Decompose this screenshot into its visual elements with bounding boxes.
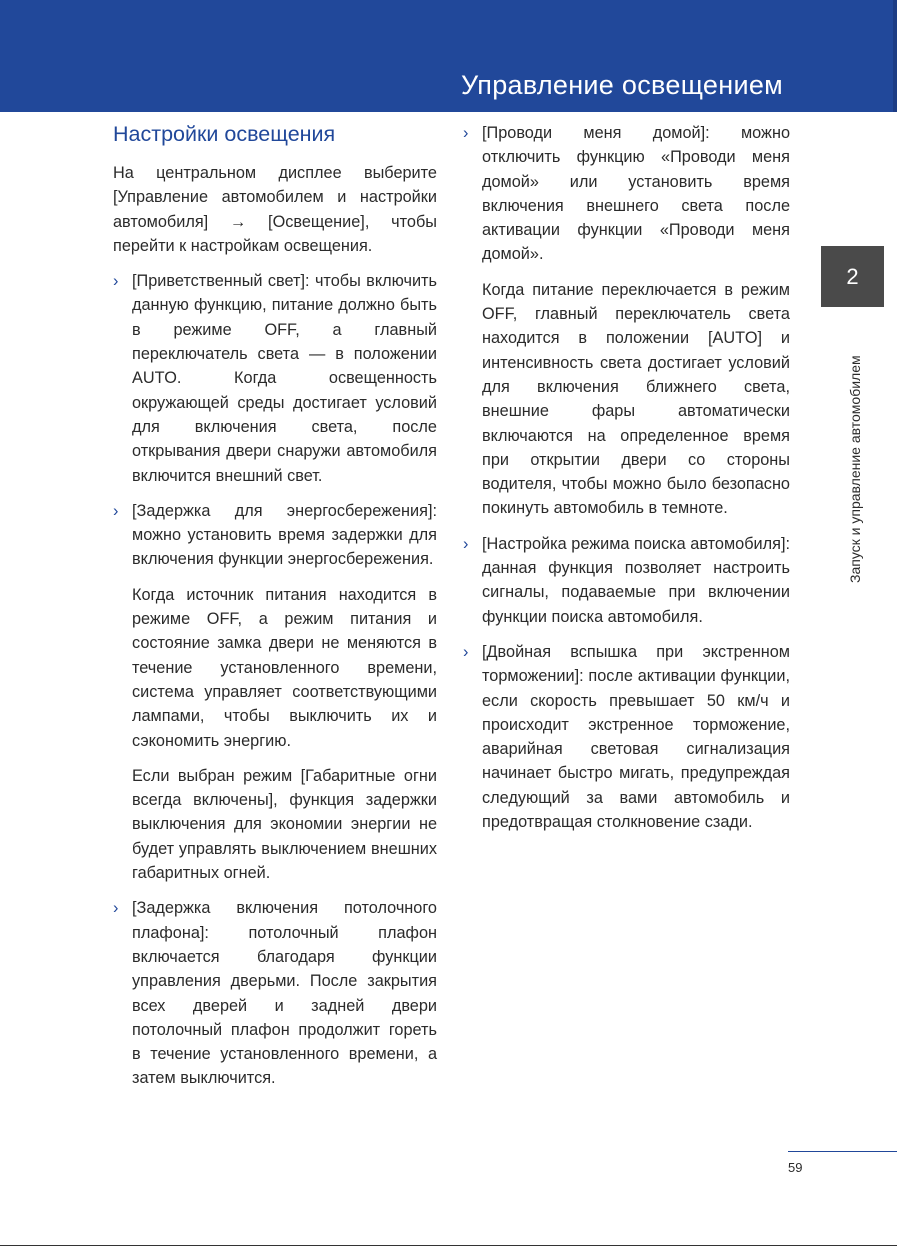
list-item-text: [Настройка режима поиска автомобиля]: данная функция позволяет настроить сигналы, подаваемые при включении функции поиска автомобиля. (482, 534, 790, 626)
list-item-subparagraph: Когда источник питания находится в режиме OFF, а режим питания и состояние замка двери не меняются в течение установленного времени, система управляет соответствующими лампами, чтобы выключить их и сэкономить энергию. (132, 585, 437, 750)
list-item-subparagraph: Если выбран режим [Габаритные огни всегда включены], функция задержки выключения для экономии энергии не будет управлять выключением внешних габаритных огней. (132, 766, 437, 883)
list-item (463, 121, 790, 521)
bottom-border (0, 1245, 897, 1246)
list-item-text: [Двойная вспышка при экстренном торможении]: после активации функции, если скорость превышает 50 км/ч и происходит экстренное торможение, аварийная световая сигнализация начинает быстро мигать, предупреждая следующий за вами автомобиль и предотвращая столкновение сзади. (482, 642, 790, 832)
page-header-title: Управление освещением (461, 70, 783, 100)
list-item-text: [Задержка включения потолочного плафона]: потолочный плафон включается благодаря функции управления дверьми. После закрытия всех дверей и задней двери потолочный плафон продолжит гореть в течение установленного времени, а затем выключится. (132, 899, 437, 1088)
list-item (113, 896, 437, 1090)
intro-paragraph: На центральном дисплее выберите [Управление автомобилем и настройки автомобиля] → [Освещение], чтобы перейти к настройкам освещения. (113, 164, 437, 255)
list-item (113, 269, 437, 488)
left-column (113, 121, 437, 1102)
chevron-right-icon: › (113, 899, 119, 918)
header-accent-bar (893, 0, 897, 112)
list-item (463, 532, 790, 629)
chevron-right-icon: › (113, 272, 119, 291)
footer-divider (788, 1151, 897, 1152)
chapter-title-vertical: Запуск и управление автомобилем (847, 355, 863, 583)
list-item-text: [Задержка для энергосбережения]: можно установить время задержки для включения функции энергосбережения. (132, 501, 437, 569)
list-item-text: [Проводи меня домой]: можно отключить функцию «Проводи меня домой» или установить время включения внешнего света после активации функции «Проводи меня домой». (482, 124, 790, 264)
section-heading: Настройки освещения (113, 122, 336, 146)
page-header (0, 0, 893, 112)
list-item-text: [Приветственный свет]: чтобы включить данную функцию, питание должно быть в режиме OFF, а главный переключатель света — в положении AUTO. Когда освещенность окружающей среды достигает условий для включения света, после открывания двери снаружи автомобиля включится внешний свет. (132, 272, 437, 485)
list-item (463, 640, 790, 834)
chevron-right-icon: › (463, 124, 469, 142)
chevron-right-icon: › (113, 501, 119, 520)
chapter-number-tab: 2 (821, 246, 884, 307)
chevron-right-icon: › (463, 534, 469, 553)
page-number: 59 (788, 1160, 803, 1175)
list-item (113, 499, 437, 885)
chevron-right-icon: › (463, 642, 469, 661)
list-item-subparagraph: Когда питание переключается в режим OFF, главный переключатель света находится в положении [AUTO] и интенсивность света достигает условий для включения ближнего света, внешние фары автоматически включаются на определенное время при открытии двери со стороны водителя, чтобы можно было безопасно покинуть автомобиль в темноте. (482, 280, 790, 518)
right-column (463, 121, 790, 845)
